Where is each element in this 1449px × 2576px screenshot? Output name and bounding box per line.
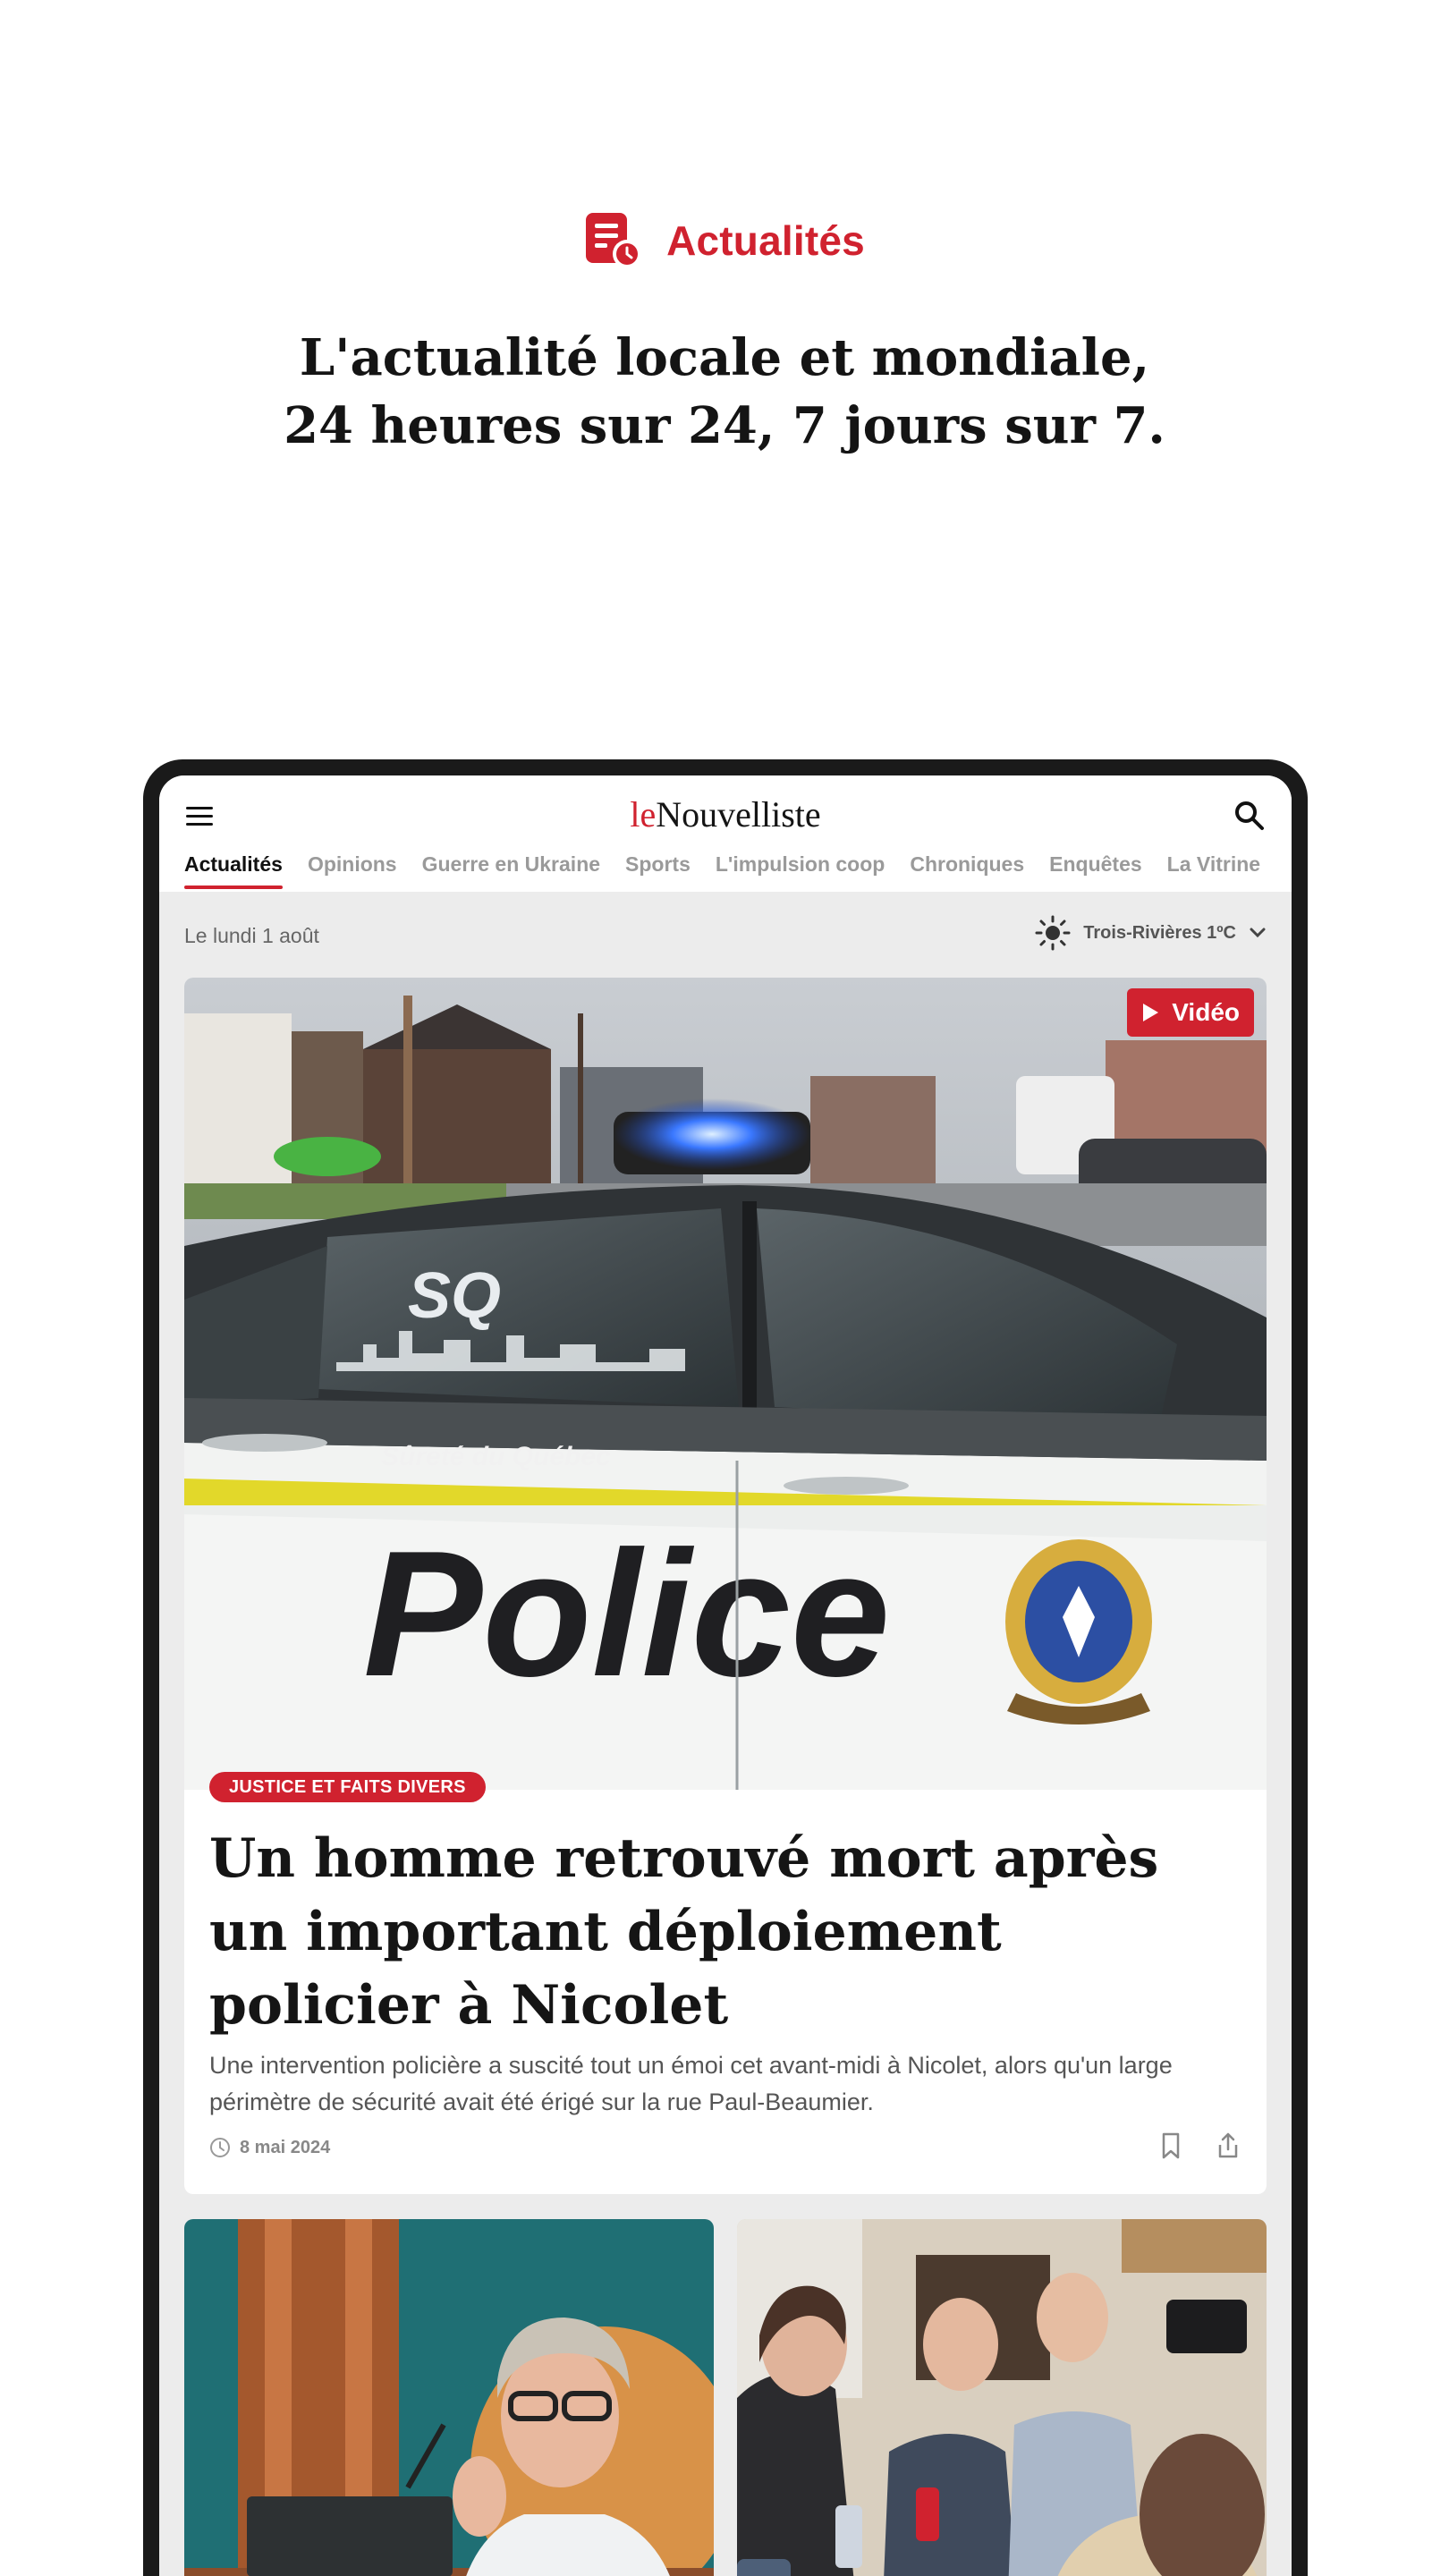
app-screen — [159, 775, 1292, 2576]
promo-tagline: L'actualité locale et mondiale, 24 heures sur 24, 7 jours sur 7. — [284, 328, 1165, 455]
weather-text: Trois-Rivières 1ºC — [1083, 922, 1236, 943]
tab-enquetes[interactable]: Enquêtes — [1049, 852, 1142, 876]
logo-name: Nouvelliste — [656, 794, 821, 835]
tab-guerre-en-ukraine[interactable]: Guerre en Ukraine — [421, 852, 601, 876]
tablet-frame — [143, 759, 1308, 2576]
tab-sports[interactable]: Sports — [625, 852, 691, 876]
logo-prefix: le — [630, 794, 657, 835]
article-date: 8 mai 2024 — [240, 2137, 331, 2157]
chevron-down-icon — [1249, 927, 1267, 939]
article-headline[interactable]: Un homme retrouvé mort après un important déploiement policier à Nicolet — [209, 1827, 1159, 2037]
bookmark-icon[interactable] — [1157, 2131, 1184, 2160]
tab-opinions[interactable]: Opinions — [307, 852, 397, 876]
app-header — [159, 775, 1292, 892]
video-badge-label: Vidéo — [1172, 998, 1240, 1026]
sun-icon — [1035, 915, 1071, 951]
play-icon — [1141, 1003, 1159, 1022]
svg-text:SQ: SQ — [408, 1260, 502, 1332]
video-badge[interactable] — [1127, 988, 1254, 1037]
promo-section-label: Actualités — [666, 217, 865, 264]
weather-widget[interactable] — [1035, 915, 1267, 951]
article-thumbnail-press-scrum[interactable] — [737, 2219, 1267, 2576]
section-tabs — [184, 852, 1260, 889]
article-thumbnail-council[interactable] — [184, 2219, 714, 2576]
tab-actualites[interactable]: Actualités — [184, 852, 283, 889]
app-logo[interactable] — [159, 793, 1292, 835]
promo-brand — [0, 211, 1449, 270]
tab-impulsion-coop[interactable]: L'impulsion coop — [715, 852, 886, 876]
share-icon[interactable] — [1215, 2131, 1241, 2160]
car-police-text: Police — [363, 1514, 891, 1714]
article-actions — [1157, 2131, 1241, 2160]
featured-article-card[interactable] — [184, 978, 1267, 2194]
news-clock-icon — [584, 211, 643, 270]
article-meta — [209, 2137, 330, 2158]
hero-image-police-car[interactable] — [184, 978, 1267, 1790]
category-badge[interactable]: JUSTICE ET FAITS DIVERS — [209, 1772, 486, 1802]
car-agency-text: Sûreté du Québec — [381, 1442, 611, 1471]
tab-la-vitrine[interactable]: La Vitrine — [1166, 852, 1261, 876]
current-date: Le lundi 1 août — [184, 924, 319, 947]
search-icon[interactable] — [1233, 799, 1267, 833]
clock-icon — [209, 2137, 231, 2158]
tab-chroniques[interactable]: Chroniques — [910, 852, 1025, 876]
article-summary: Une intervention policière a suscité tout un émoi cet avant-midi à Nicolet, alors qu'un large périmètre de sécurité avait été érigé sur la rue Paul-Beaumier. — [209, 2052, 1173, 2115]
